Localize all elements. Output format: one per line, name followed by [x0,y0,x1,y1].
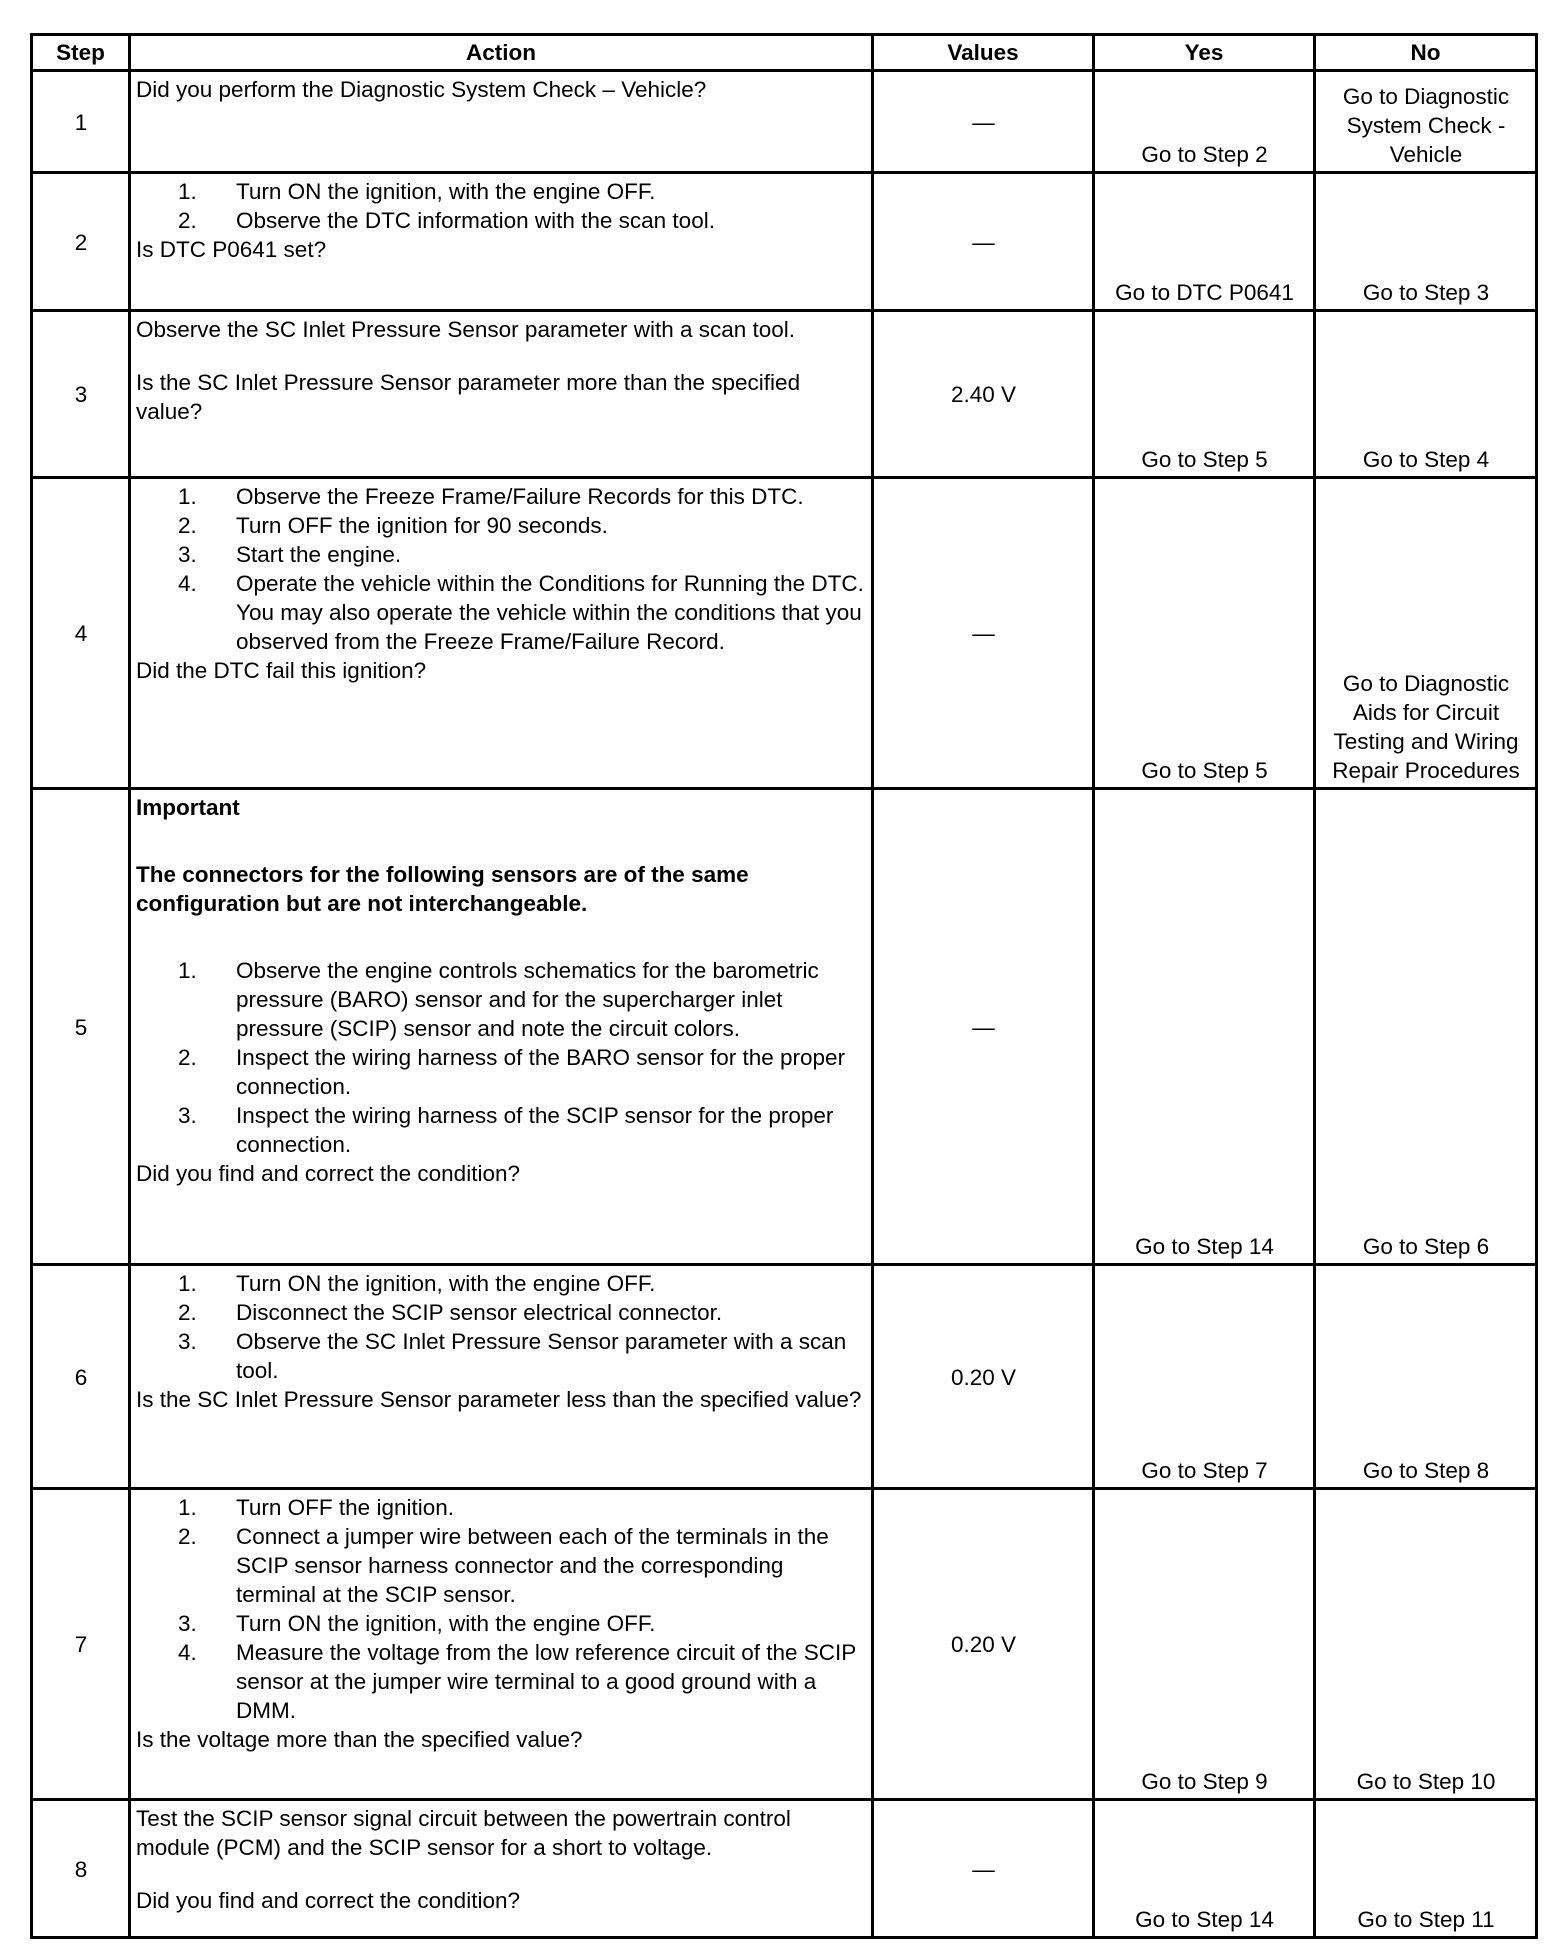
value-cell: 2.40 V [873,311,1094,478]
yes-cell: Go to Step 7 [1094,1265,1315,1489]
list-item: 1. Observe the Freeze Frame/Failure Records for this DTC. [178,484,804,509]
action-steps-list [136,956,867,1159]
value-cell: 0.20 V [873,1489,1094,1800]
list-item: 2. Turn OFF the ignition for 90 seconds. [178,513,608,538]
action-question: Did the DTC fail this ignition? [136,658,427,683]
value-cell: — [873,478,1094,789]
action-cell [130,173,873,311]
yes-cell: Go to Step 5 [1094,478,1315,789]
list-item: 2. Disconnect the SCIP sensor electrical connector. [178,1300,723,1325]
value-cell: — [873,1800,1094,1938]
no-cell: Go to Step 10 [1315,1489,1537,1800]
no-cell: Go to Step 11 [1315,1800,1537,1938]
no-cell: Go to Step 6 [1315,789,1537,1265]
value-cell: 0.20 V [873,1265,1094,1489]
table-row-step-4 [32,478,1537,789]
action-question: Is the SC Inlet Pressure Sensor parameter more than the specified value? [136,370,801,424]
step-number: 7 [32,1489,130,1800]
no-cell: Go to Step 3 [1315,173,1537,311]
no-cell: Go to Diagnostic System Check - Vehicle [1315,71,1537,173]
yes-cell: Go to Step 14 [1094,1800,1315,1938]
step-number: 5 [32,789,130,1265]
step-number: 8 [32,1800,130,1938]
list-item: 2. Observe the DTC information with the scan tool. [178,208,715,233]
value-cell: — [873,173,1094,311]
action-question: Is DTC P0641 set? [136,237,327,262]
step-number: 4 [32,478,130,789]
action-cell [130,311,873,478]
action-steps-list [136,1269,867,1385]
yes-cell: Go to Step 14 [1094,789,1315,1265]
header-step: Step [32,35,130,71]
list-item: 1. Observe the engine controls schematics for the barometric pressure (BARO) sensor and for the supercharger inlet pressure (SCIP) sensor and note the circuit colors. [178,958,819,1041]
action-steps-list [136,177,867,235]
list-item: 4. Operate the vehicle within the Conditions for Running the DTC. You may also operate the vehicle within the conditions that you observed from the Freeze Frame/Failure Record. [178,571,864,654]
action-intro: Test the SCIP sensor signal circuit between the powertrain control module (PCM) and the SCIP sensor for a short to voltage. [136,1806,791,1860]
action-steps-list [136,482,867,656]
yes-cell: Go to Step 9 [1094,1489,1315,1800]
action-question: Is the SC Inlet Pressure Sensor parameter less than the specified value? [136,1387,862,1412]
list-item: 3. Start the engine. [178,542,402,567]
header-values: Values [873,35,1094,71]
value-cell: — [873,789,1094,1265]
header-row [32,35,1537,71]
table-row-step-7 [32,1489,1537,1800]
action-intro: Did you perform the Diagnostic System Check – Vehicle? [136,77,707,102]
important-title: Important [136,795,240,820]
list-item: 3. Turn ON the ignition, with the engine OFF. [178,1611,656,1636]
list-item: 2. Connect a jumper wire between each of the terminals in the SCIP sensor harness connector and the corresponding terminal at the SCIP sensor. [178,1524,829,1607]
table-row-step-6 [32,1265,1537,1489]
action-cell [130,1265,873,1489]
action-cell [130,1800,873,1938]
step-number: 3 [32,311,130,478]
step-number: 6 [32,1265,130,1489]
action-question: Is the voltage more than the specified value? [136,1727,583,1752]
no-cell: Go to Step 4 [1315,311,1537,478]
action-cell [130,478,873,789]
header-no: No [1315,35,1537,71]
yes-cell: Go to DTC P0641 [1094,173,1315,311]
step-number: 2 [32,173,130,311]
value-cell: — [873,71,1094,173]
header-yes: Yes [1094,35,1315,71]
table-row-step-2 [32,173,1537,311]
step-number: 1 [32,71,130,173]
action-question: Did you find and correct the condition? [136,1888,520,1913]
list-item: 3. Observe the SC Inlet Pressure Sensor parameter with a scan tool. [178,1329,847,1383]
table-row-step-5 [32,789,1537,1265]
list-item: 1. Turn OFF the ignition. [178,1495,455,1520]
list-item: 1. Turn ON the ignition, with the engine OFF. [178,179,656,204]
table-row-step-1 [32,71,1537,173]
list-item: 2. Inspect the wiring harness of the BARO sensor for the proper connection. [178,1045,846,1099]
table-row-step-8 [32,1800,1537,1938]
diagnostic-table [30,33,1538,1939]
action-cell [130,71,873,173]
header-action: Action [130,35,873,71]
list-item: 3. Inspect the wiring harness of the SCIP sensor for the proper connection. [178,1103,834,1157]
no-cell: Go to Diagnostic Aids for Circuit Testing and Wiring Repair Procedures [1315,478,1537,789]
important-text: The connectors for the following sensors are of the same configuration but are not interchangeable. [136,862,749,916]
action-intro: Observe the SC Inlet Pressure Sensor parameter with a scan tool. [136,317,796,342]
list-item: 4. Measure the voltage from the low reference circuit of the SCIP sensor at the jumper wire terminal to a good ground with a DMM. [178,1640,856,1723]
action-question: Did you find and correct the condition? [136,1161,520,1186]
yes-cell: Go to Step 2 [1094,71,1315,173]
action-cell [130,1489,873,1800]
no-cell: Go to Step 8 [1315,1265,1537,1489]
yes-cell: Go to Step 5 [1094,311,1315,478]
action-cell [130,789,873,1265]
list-item: 1. Turn ON the ignition, with the engine OFF. [178,1271,656,1296]
table-row-step-3 [32,311,1537,478]
action-steps-list [136,1493,867,1725]
